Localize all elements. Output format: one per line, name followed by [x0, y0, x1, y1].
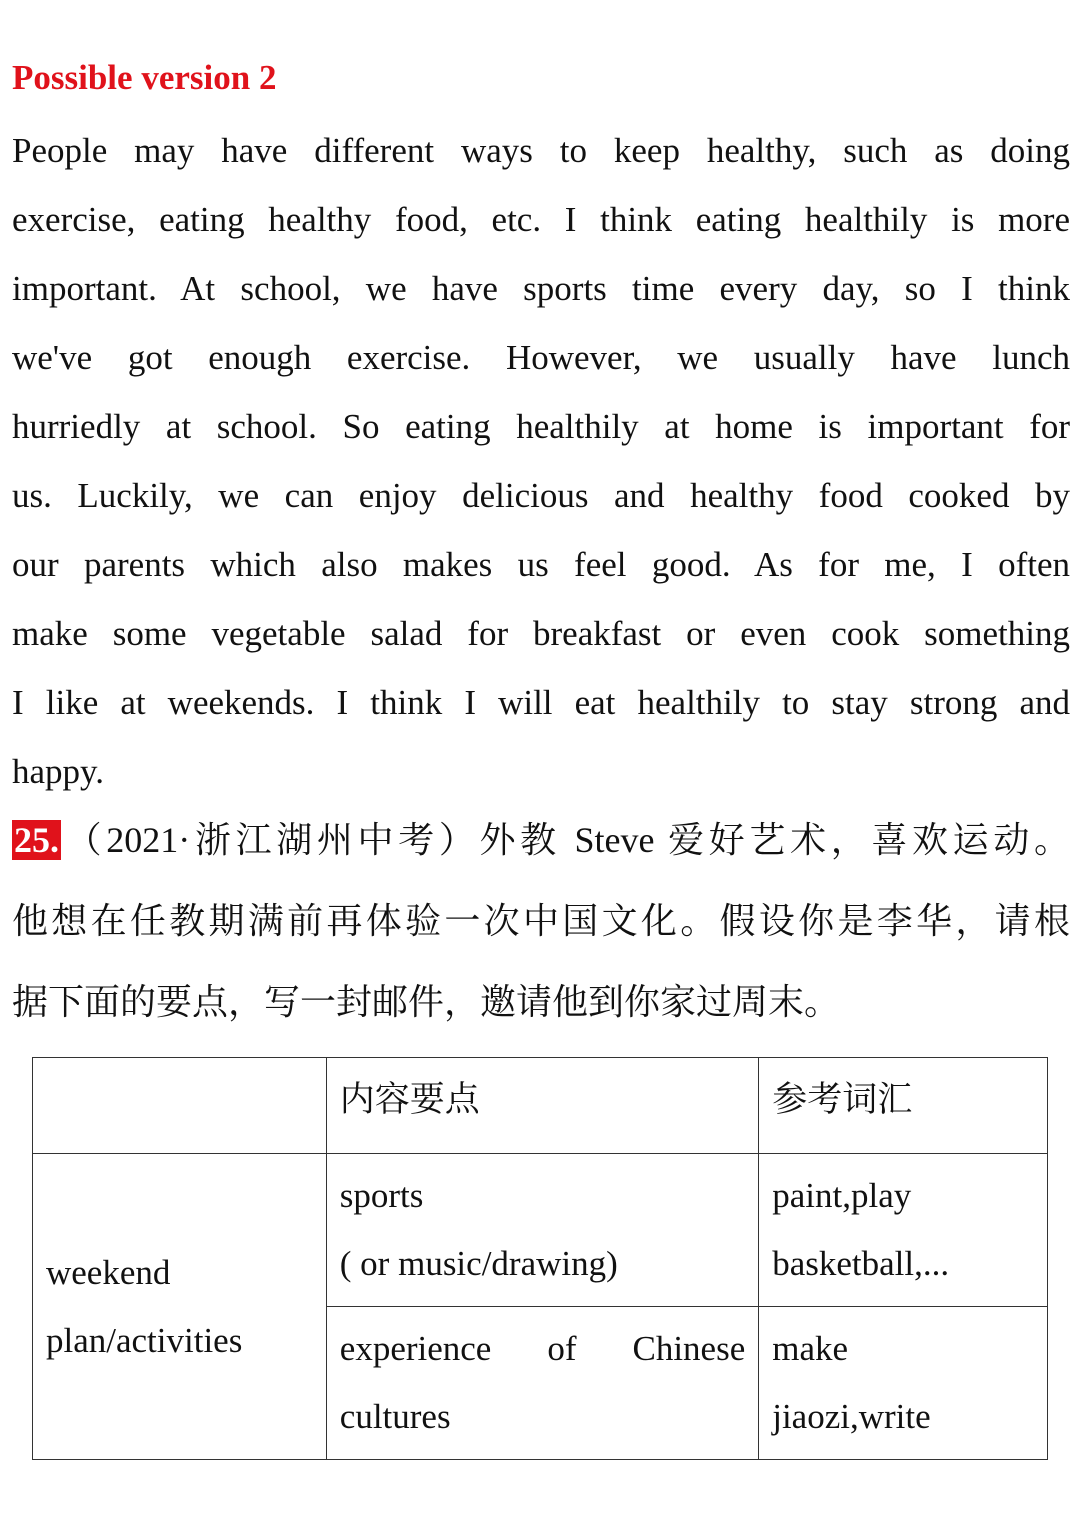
question-prompt: [12, 812, 1070, 1055]
paragraph-line: hurriedly at school. So eating healthily at home is important for: [12, 407, 1070, 446]
point-cell: experience of Chinese cultures: [326, 1307, 758, 1460]
section-title: Possible version 2: [12, 58, 277, 97]
paragraph-line: important. At school, we have sports time every day, so I think: [12, 269, 1070, 308]
question-number: 25.: [14, 820, 59, 860]
paragraph-line: People may have different ways to keep healthy, such as doing: [12, 131, 1070, 170]
question-line: （2021·浙江湖州中考）外教 Steve 爱好艺术，喜欢运动。: [61, 820, 1070, 860]
question-line: 据下面的要点，写一封邮件，邀请他到你家过周末。: [12, 982, 841, 1022]
header-cell: 内容要点: [326, 1058, 758, 1154]
vocab-cell: paint,play basketball,...: [759, 1154, 1048, 1307]
vocab-cell: make jiaozi,write: [759, 1307, 1048, 1460]
table-header-row: [33, 1058, 1048, 1154]
paragraph-line: make some vegetable salad for breakfast or even cook something: [12, 614, 1070, 653]
paragraph-line: happy.: [12, 752, 105, 791]
paragraph-line: us. Luckily, we can enjoy delicious and healthy food cooked by: [12, 476, 1070, 515]
table-row: [33, 1154, 1048, 1307]
essay-paragraph: [12, 123, 1070, 813]
header-cell: [33, 1058, 327, 1154]
paragraph-line: I like at weekends. I think I will eat healthily to stay strong and: [12, 683, 1070, 722]
header-cell: 参考词汇: [759, 1058, 1048, 1154]
row-label-cell: weekend plan/activities: [33, 1154, 327, 1460]
point-cell: sports ( or music/drawing): [326, 1154, 758, 1307]
paragraph-line: exercise, eating healthy food, etc. I think eating healthily is more: [12, 200, 1070, 239]
paragraph-line: we've got enough exercise. However, we usually have lunch: [12, 338, 1070, 377]
question-line: 他想在任教期满前再体验一次中国文化。假设你是李华，请根: [12, 901, 1070, 941]
requirements-table: [32, 1057, 1048, 1460]
paragraph-line: our parents which also makes us feel good. As for me, I often: [12, 545, 1070, 584]
